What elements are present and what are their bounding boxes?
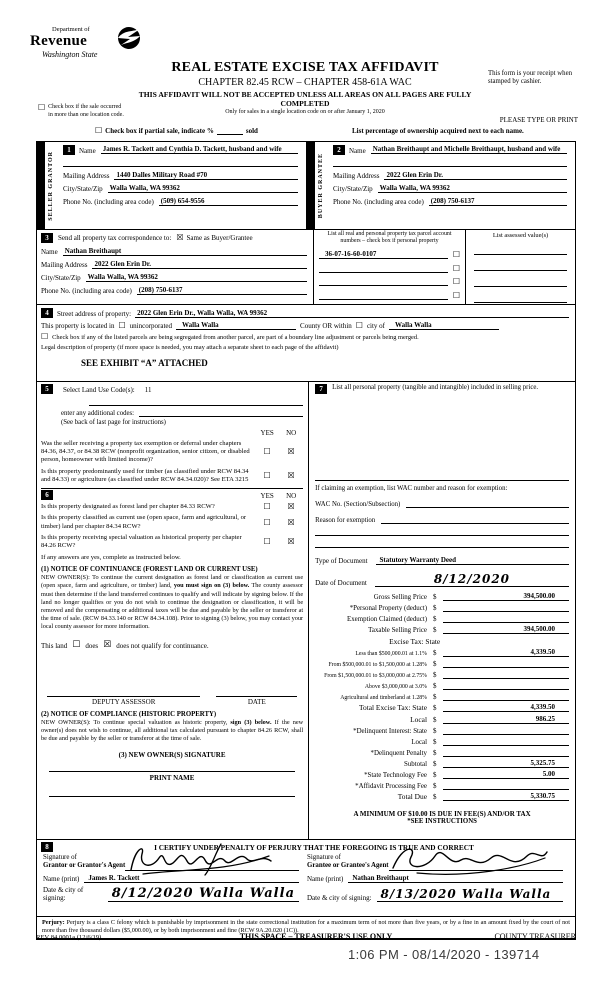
yes-checkbox[interactable]: ☐ bbox=[263, 502, 271, 512]
continuance-line bbox=[41, 641, 303, 650]
tax-label: Less than $500,000.01 at 1.1% bbox=[355, 650, 427, 657]
section1-badge: 1 bbox=[63, 145, 75, 155]
yes-checkbox[interactable]: ☐ bbox=[263, 447, 271, 457]
tax-label: Above $3,000,000 at 3.0% bbox=[364, 684, 427, 691]
dollar-sign: $ bbox=[433, 615, 437, 624]
additional-codes-field[interactable] bbox=[139, 409, 303, 417]
tax-label: Taxable Selling Price bbox=[368, 627, 427, 635]
same-as-buyer-label: Same as Buyer/Grantee bbox=[186, 234, 253, 242]
affidavit-form bbox=[36, 141, 576, 940]
tax-value-field[interactable] bbox=[443, 781, 569, 790]
assessed-value-field[interactable] bbox=[474, 276, 567, 287]
tax-table bbox=[315, 590, 569, 801]
minimum-due-note: A MINIMUM OF $10.00 IS DUE IN FEE(S) AND/OR TAX bbox=[353, 810, 531, 819]
doc-date-handwriting: 8/12/2020 bbox=[433, 572, 511, 586]
multi-location-check bbox=[38, 104, 124, 120]
grantor-sig-label bbox=[43, 854, 125, 871]
see-instructions-note: *SEE INSTRUCTIONS bbox=[407, 818, 477, 826]
sec5-yesno-header bbox=[41, 429, 303, 437]
seller-side-label-2: GRANTOR bbox=[48, 150, 55, 189]
parcel-number-field[interactable] bbox=[319, 291, 448, 300]
seller-phone-field[interactable]: (509) 654-9556 bbox=[159, 197, 298, 206]
corr-city-field[interactable]: Walla Walla, WA 99362 bbox=[86, 273, 307, 282]
reason-field[interactable] bbox=[381, 515, 569, 524]
dollar-sign: $ bbox=[433, 682, 437, 691]
dollar-sign: $ bbox=[433, 604, 437, 613]
tax-label: From $1,500,000.01 to $3,000,000 at 2.75% bbox=[324, 673, 427, 680]
buyer-percent-field[interactable] bbox=[333, 159, 567, 167]
print-name-label: PRINT NAME bbox=[149, 773, 195, 782]
deputy-date-line[interactable]: DATE bbox=[216, 696, 297, 706]
sec5-question-row bbox=[41, 440, 303, 465]
excise-tax-header: Excise Tax: State bbox=[389, 636, 441, 646]
street-address-label: Street address of property: bbox=[57, 310, 132, 318]
multi-location-line2: in more than one location code. bbox=[48, 111, 124, 118]
corr-mailing-label: Mailing Address bbox=[41, 261, 88, 269]
treasurer-timestamp-stamp: 1:06 PM - 08/14/2020 - 139714 bbox=[348, 947, 540, 962]
buyer-side-label-1: BUYER bbox=[318, 192, 325, 219]
land-use-column bbox=[37, 382, 308, 839]
tax-value-field[interactable] bbox=[443, 726, 569, 735]
no-header: NO bbox=[286, 429, 297, 437]
multi-location-line1: Check box if the sale occurred bbox=[48, 104, 122, 110]
wac-label: WAC No. (Section/Subsection) bbox=[315, 501, 401, 508]
seller-side-label-wrap bbox=[45, 142, 59, 229]
doc-type-label: Type of Document bbox=[315, 557, 368, 565]
reason-line[interactable] bbox=[315, 538, 569, 548]
question-text: Was the seller receiving a property tax exemption or deferral under chapters 84.36, 84.37, or 84.38 RCW (nonprofit organization, senior citizen, or disabled person, homeowner with limited income)? bbox=[41, 440, 250, 464]
corr-name-field[interactable]: Nathan Breithaupt bbox=[63, 247, 307, 256]
dollar-sign: $ bbox=[433, 693, 437, 702]
wac-number-field[interactable] bbox=[406, 499, 569, 508]
header-titles bbox=[120, 60, 490, 115]
partial-sale-row bbox=[95, 127, 258, 135]
seller-side-label-1: SELLER bbox=[48, 190, 55, 221]
property-address-section bbox=[37, 305, 575, 382]
seller-phone-label: Phone No. (including area code) bbox=[63, 198, 154, 206]
grantor-agent-label: Grantor or Grantor's Agent bbox=[43, 862, 126, 870]
seller-fields bbox=[59, 142, 306, 229]
correspondence-label: Send all property tax correspondence to: bbox=[58, 234, 172, 242]
tax-value-field[interactable]: 5.00 bbox=[443, 770, 569, 779]
land-use-label: Select Land Use Code(s): bbox=[63, 386, 135, 394]
deputy-assessor-row bbox=[41, 696, 303, 706]
notice2-body bbox=[41, 719, 303, 743]
notice1-body bbox=[41, 574, 303, 631]
seller-name-field[interactable]: James R. Tackett and Cynthia D. Tackett, husband and wife bbox=[101, 145, 298, 154]
parcel-personal-checkbox[interactable]: ☐ bbox=[452, 250, 460, 260]
question-text: Is this property receiving special valuation as historical property per chapter 84.26 RCW? bbox=[41, 533, 242, 550]
partial-sale-suffix: sold bbox=[245, 127, 258, 135]
tax-value-field[interactable]: 986.25 bbox=[443, 715, 569, 724]
sec6-yesno-header bbox=[255, 492, 303, 500]
segregated-checkbox[interactable]: ☐ bbox=[41, 332, 49, 341]
tax-value-field[interactable] bbox=[443, 614, 569, 623]
section4-badge: 4 bbox=[41, 308, 53, 318]
grantee-name-print-label: Name (print) bbox=[307, 875, 344, 883]
personal-property-field[interactable] bbox=[315, 394, 569, 478]
buyer-name-field[interactable]: Nathan Breithaupt and Michelle Breithaupt, husband and wife bbox=[371, 145, 567, 154]
no-checkbox[interactable]: ☒ bbox=[287, 537, 295, 547]
parcel-number-field[interactable] bbox=[319, 264, 448, 273]
section6-badge: 6 bbox=[41, 490, 53, 500]
section8-badge: 8 bbox=[41, 842, 53, 852]
county-field[interactable]: Walla Walla bbox=[176, 321, 296, 330]
notice1-title: (1) NOTICE OF CONTINUANCE (FOREST LAND OR CURRENT USE) bbox=[41, 566, 258, 574]
section2-badge: 2 bbox=[333, 145, 345, 155]
dollar-sign: $ bbox=[433, 593, 437, 602]
buyer-city-label: City/State/Zip bbox=[333, 185, 373, 193]
tax-value-field[interactable]: 394,500.00 bbox=[443, 592, 569, 601]
exemption-divider bbox=[315, 480, 569, 481]
corr-phone-field[interactable]: (208) 750-6137 bbox=[137, 286, 307, 295]
buyer-phone-field[interactable]: (208) 750-6137 bbox=[429, 197, 567, 206]
tax-label: Gross Selling Price bbox=[373, 594, 427, 602]
grantor-signature bbox=[125, 842, 275, 876]
grantor-signature-line[interactable] bbox=[125, 853, 299, 871]
revenue-swoosh-icon bbox=[116, 26, 142, 55]
correspondence-section bbox=[37, 230, 313, 304]
yes-header: YES bbox=[260, 492, 274, 501]
corr-city-label: City/State/Zip bbox=[41, 274, 81, 282]
corr-mailing-field[interactable]: 2022 Glen Erin Dr. bbox=[92, 260, 307, 269]
seller-city-field[interactable]: Walla Walla, WA 99362 bbox=[108, 184, 298, 193]
footer bbox=[36, 932, 576, 941]
yes-header: YES bbox=[260, 429, 274, 437]
deputy-assessor-line[interactable]: DEPUTY ASSESSOR bbox=[47, 696, 200, 706]
dollar-sign: $ bbox=[433, 671, 437, 680]
tax-value-field[interactable] bbox=[443, 670, 569, 679]
section7-badge: 7 bbox=[315, 384, 327, 394]
form-chapter: CHAPTER 82.45 RCW – CHAPTER 458-61A WAC bbox=[198, 77, 412, 88]
form-warning: THIS AFFIDAVIT WILL NOT BE ACCEPTED UNLESS ALL AREAS ON ALL PAGES ARE FULLY COMPLETED bbox=[138, 90, 472, 108]
doc-type-field[interactable]: Statutory Warranty Deed bbox=[376, 556, 569, 565]
parcel-header: List all real and personal property tax parcel account numbers – check box if personal property bbox=[327, 231, 452, 245]
tax-label: *Affidavit Processing Fee bbox=[355, 783, 427, 791]
grantor-signature-block bbox=[41, 852, 305, 902]
section3-badge: 3 bbox=[41, 233, 53, 243]
tax-label: *Delinquent Penalty bbox=[370, 749, 427, 757]
partial-sale-checkbox[interactable]: ☐ bbox=[95, 126, 103, 135]
tax-label: *Personal Property (deduct) bbox=[349, 605, 427, 613]
tax-label: Total Due bbox=[397, 792, 427, 802]
exemption-claim-label: If claiming an exemption, list WAC number and reason for exemption: bbox=[315, 485, 508, 492]
tax-label: Subtotal bbox=[404, 760, 427, 768]
dollar-sign: $ bbox=[433, 704, 437, 713]
parcel-number-field[interactable] bbox=[319, 277, 448, 286]
does-not-checkbox[interactable]: ☒ bbox=[103, 640, 112, 651]
perjury-text: Perjury is a class C felony which is punishable by imprisonment in the state correctional institution for a maximum term of not more than five years, or by a fine in an amount fixed by the court of not more than five thousand dollars ($5,000.00), or by both imprisonment and fine (RCW 9A.20.020 (1C)). bbox=[42, 919, 570, 935]
certification-section bbox=[37, 840, 575, 916]
multi-location-label bbox=[48, 104, 124, 120]
assessed-value-box bbox=[465, 230, 575, 304]
tax-value-field[interactable] bbox=[443, 659, 569, 668]
tax-value-field[interactable]: 5,325.75 bbox=[443, 759, 569, 768]
same-as-buyer-checkbox[interactable]: ☒ bbox=[176, 233, 184, 242]
correspondence-row bbox=[37, 230, 575, 305]
tax-label: Total Excise Tax: State bbox=[359, 703, 427, 713]
corr-phone-label: Phone No. (including area code) bbox=[41, 287, 132, 295]
seller-section bbox=[37, 142, 306, 229]
notice2-title: (2) NOTICE OF COMPLIANCE (HISTORIC PROPERTY) bbox=[41, 711, 217, 719]
form-title: REAL ESTATE EXCISE TAX AFFIDAVIT bbox=[171, 60, 439, 75]
seller-percent-field[interactable] bbox=[63, 159, 298, 167]
tax-label: Local bbox=[410, 714, 427, 724]
seller-mailing-field[interactable]: 1440 Dalles Military Road #70 bbox=[114, 171, 298, 180]
reason-line[interactable] bbox=[315, 526, 569, 536]
corr-name-label: Name bbox=[41, 248, 58, 256]
notice2-pre: NEW OWNER(S): To continue special valuation as historic property, bbox=[41, 719, 231, 727]
notice1-bold: you must sign on (3) below. bbox=[173, 582, 250, 590]
sec6-question-row bbox=[41, 534, 303, 550]
tax-value-field[interactable]: 4,339.50 bbox=[443, 648, 569, 657]
does-not-label: does not qualify for continuance. bbox=[116, 641, 209, 650]
dollar-sign: $ bbox=[433, 648, 437, 657]
tax-label: Exemption Claimed (deduct) bbox=[347, 616, 427, 624]
tax-label: Agricultural and timberland at 1.28% bbox=[340, 695, 427, 702]
parcel-personal-checkbox[interactable]: ☐ bbox=[452, 290, 460, 300]
buyer-name-label: Name bbox=[349, 147, 366, 155]
logo-dept-text: Department of bbox=[52, 26, 90, 33]
notice1-post: The county assessor must then determine if the land transferred continues to qualify and will indicate by signing below. If the land no longer qualifies or you do not wish to continue the designation or classification, it will be removed and the compensating or additional taxes will be due and payable by the seller or transferor at the time of sale. (RCW 84.33.140 or RCW 84.34.108). Prior to signing (3) below, you may contact your local county assessor for more information. bbox=[41, 582, 304, 631]
located-prefix: This property is located in bbox=[41, 322, 115, 330]
yes-checkbox[interactable]: ☐ bbox=[263, 537, 271, 547]
no-checkbox[interactable]: ☒ bbox=[287, 517, 295, 527]
tax-value-field[interactable] bbox=[443, 603, 569, 612]
land-use-code-line[interactable] bbox=[89, 396, 303, 406]
grantee-signature-line[interactable] bbox=[389, 853, 563, 871]
dollar-sign: $ bbox=[433, 759, 437, 768]
land-use-code-field[interactable]: 11 bbox=[144, 386, 152, 394]
parcel-box bbox=[313, 230, 465, 304]
perjury-label: Perjury: bbox=[42, 919, 65, 926]
unincorporated-label: unincorporated bbox=[129, 322, 173, 330]
county-or-within: County OR within bbox=[300, 322, 352, 330]
dollar-sign: $ bbox=[433, 626, 437, 635]
buyer-section bbox=[306, 142, 575, 229]
no-checkbox[interactable]: ☒ bbox=[287, 502, 295, 512]
please-type-print: PLEASE TYPE OR PRINT bbox=[499, 116, 578, 124]
segregated-label: Check box if any of the listed parcels are being segregated from another parcel, are part of a boundary line adjustment or parcels being merged. bbox=[52, 333, 419, 341]
dollar-sign: $ bbox=[433, 660, 437, 669]
assessed-header: List assessed value(s) bbox=[492, 232, 549, 239]
buyer-sidebar bbox=[307, 142, 315, 229]
doc-date-label: Date of Document bbox=[315, 579, 367, 587]
signature-of-label: Signature of bbox=[307, 853, 341, 861]
dollar-sign: $ bbox=[433, 715, 437, 724]
buyer-side-label bbox=[318, 153, 326, 218]
tax-value-field[interactable]: 394,500.00 bbox=[443, 625, 569, 634]
grantee-date-label: Date & city of signing: bbox=[307, 894, 372, 902]
tax-value-field[interactable]: 5,330.75 bbox=[443, 792, 569, 801]
tax-value-field[interactable] bbox=[443, 748, 569, 757]
grantor-date-label: Date & city of signing: bbox=[43, 886, 84, 902]
no-checkbox[interactable]: ☒ bbox=[287, 447, 295, 457]
doc-date-field[interactable] bbox=[375, 572, 569, 587]
tax-value-field[interactable] bbox=[443, 681, 569, 690]
county-treasurer-label: COUNTY TREASURER bbox=[494, 932, 576, 941]
tax-column bbox=[308, 382, 575, 839]
dollar-sign: $ bbox=[433, 782, 437, 791]
does-checkbox[interactable]: ☐ bbox=[72, 640, 81, 651]
dor-logo bbox=[30, 26, 160, 59]
question-text: Is this property designated as forest land per chapter 84.33 RCW? bbox=[41, 503, 215, 511]
notice2-bold: sign (3) below. bbox=[230, 719, 272, 727]
assessed-value-field[interactable] bbox=[474, 260, 567, 271]
city-of-label: city of bbox=[366, 322, 386, 330]
dollar-sign: $ bbox=[433, 771, 437, 779]
does-label: does bbox=[85, 641, 99, 650]
ownership-note: List percentage of ownership acquired next to each name. bbox=[352, 127, 524, 135]
form-only-note: Only for sales in a single location code on or after January 1, 2020 bbox=[225, 109, 385, 115]
logo-revenue-text: Revenue bbox=[30, 33, 88, 49]
city-checkbox[interactable]: ☐ bbox=[355, 321, 363, 330]
question-text: Is this property classified as current use (open space, farm and agricultural, or timber) land per chapter 84.34 RCW? bbox=[41, 514, 247, 530]
no-header: NO bbox=[286, 492, 297, 501]
print-name-line[interactable] bbox=[49, 796, 295, 797]
exhibit-note: SEE EXHIBIT “A” ATTACHED bbox=[81, 358, 208, 368]
buyer-side-label-2: GRANTEE bbox=[318, 152, 325, 190]
dollar-sign: $ bbox=[433, 748, 437, 757]
tax-value-field[interactable]: 4,339.50 bbox=[443, 703, 569, 712]
seller-side-label bbox=[48, 151, 56, 221]
no-checkbox[interactable]: ☒ bbox=[287, 470, 295, 480]
tax-label: *State Technology Fee bbox=[364, 772, 427, 779]
party-row bbox=[37, 142, 575, 230]
new-owner-signature-line[interactable] bbox=[49, 771, 295, 772]
seller-mailing-label: Mailing Address bbox=[63, 172, 110, 180]
grantee-agent-label: Grantee or Grantee's Agent bbox=[307, 862, 389, 870]
grantee-name-field[interactable]: Nathan Breithaupt bbox=[348, 874, 563, 883]
partial-sale-label: Check box if partial sale, indicate % bbox=[105, 127, 214, 135]
buyer-phone-label: Phone No. (including area code) bbox=[333, 198, 424, 206]
sec6-question-row bbox=[41, 514, 303, 530]
grantee-signature bbox=[389, 842, 549, 876]
assessed-value-field[interactable] bbox=[474, 244, 567, 255]
yes-checkbox[interactable]: ☐ bbox=[263, 470, 271, 480]
receipt-note: This form is your receipt when stamped by cashier. bbox=[488, 70, 572, 86]
seller-sidebar bbox=[37, 142, 45, 229]
buyer-side-label-wrap bbox=[315, 142, 329, 229]
buyer-mailing-label: Mailing Address bbox=[333, 172, 380, 180]
grantor-name-field[interactable]: James R. Tackett bbox=[84, 874, 299, 883]
parcel-number-field[interactable]: 36-07-16-60-0107 bbox=[319, 250, 448, 259]
buyer-city-field[interactable]: Walla Walla, WA 99362 bbox=[378, 184, 567, 193]
city-field[interactable]: Walla Walla bbox=[389, 321, 499, 330]
buyer-mailing-field[interactable]: 2022 Glen Erin Dr. bbox=[384, 171, 567, 180]
buyer-fields bbox=[329, 142, 575, 229]
dollar-sign: $ bbox=[433, 737, 437, 746]
treasurer-space-label: THIS SPACE – TREASURER'S USE ONLY bbox=[239, 932, 393, 941]
middle-columns bbox=[37, 382, 575, 840]
certify-statement: I CERTIFY UNDER PENALTY OF PERJURY THAT THE FOREGOING IS TRUE AND CORRECT bbox=[154, 842, 474, 852]
seller-name-label: Name bbox=[79, 147, 96, 155]
grantor-date-field[interactable] bbox=[108, 886, 299, 902]
yes-checkbox[interactable]: ☐ bbox=[263, 517, 271, 527]
personal-property-label: List all personal property (tangible and intangible) included in selling price. bbox=[332, 384, 539, 391]
tax-value-field[interactable] bbox=[443, 737, 569, 746]
signature-of-label: Signature of bbox=[43, 853, 77, 861]
question-text: Is this property predominantly used for timber (as classified under RCW 84.34 and 84.33) or agriculture (as classified under RCW 84.34.020)? See ETA 3215 bbox=[41, 467, 249, 483]
dollar-sign: $ bbox=[433, 726, 437, 735]
assessed-value-field[interactable] bbox=[474, 292, 567, 303]
sec5-question-row bbox=[41, 468, 303, 484]
dollar-sign: $ bbox=[433, 793, 437, 802]
land-prefix: This land bbox=[41, 641, 68, 650]
legal-description-label: Legal description of property (if more space is needed, you may attach a separate sheet to each page of the affidavit) bbox=[41, 344, 339, 351]
reason-label: Reason for exemption bbox=[315, 517, 376, 524]
partial-sale-percent-field[interactable] bbox=[217, 134, 243, 135]
parcel-personal-checkbox[interactable]: ☐ bbox=[452, 263, 460, 273]
grantee-date-handwriting: 8/13/2020 Walla Walla bbox=[380, 887, 552, 901]
new-owner-signature-label: (3) NEW OWNER(S) SIGNATURE bbox=[118, 750, 226, 759]
sec6-question-row bbox=[41, 503, 303, 511]
grantee-sig-label bbox=[307, 854, 389, 871]
unincorporated-checkbox[interactable]: ☐ bbox=[118, 321, 126, 330]
grantor-name-print-label: Name (print) bbox=[43, 875, 80, 883]
form-rev-number: REV 84 0001a (12/6/19) bbox=[36, 934, 102, 941]
section6 bbox=[41, 488, 303, 796]
seller-city-label: City/State/Zip bbox=[63, 185, 103, 193]
if-yes-note: If any answers are yes, complete as instructed below. bbox=[41, 554, 181, 562]
additional-codes-label: enter any additional codes: bbox=[61, 410, 135, 417]
multi-location-checkbox[interactable]: ☐ bbox=[38, 103, 46, 112]
tax-value-field[interactable] bbox=[443, 692, 569, 701]
parcel-personal-checkbox[interactable]: ☐ bbox=[452, 277, 460, 287]
tax-label: Local bbox=[411, 738, 427, 746]
grantee-date-field[interactable] bbox=[377, 887, 563, 902]
notice1-pre: NEW OWNER(S): To continue the current designation as forest land or classification as current use (open space, farm and agriculture, or timber) land, bbox=[41, 574, 304, 590]
grantor-date-handwriting: 8/12/2020 Walla Walla bbox=[111, 886, 295, 901]
section5-badge: 5 bbox=[41, 384, 53, 394]
logo-state-text: Washington State bbox=[42, 50, 98, 59]
tax-label: *Delinquent Interest: State bbox=[353, 727, 427, 735]
street-address-field[interactable]: 2022 Glen Erin Dr., Walla Walla, WA 99362 bbox=[135, 309, 569, 318]
grantee-signature-block bbox=[305, 852, 569, 902]
see-back-note: (See back of last page for instructions) bbox=[61, 419, 166, 426]
notice2-post: If the new owner(s) does not wish to continue, all additional tax calculated pursuant to chapter 84.26 RCW, shall be due and payable by the seller or transferor at the time of sale. bbox=[41, 719, 304, 743]
tax-label: From $500,000.01 to $1,500,000 at 1.28% bbox=[328, 662, 427, 669]
